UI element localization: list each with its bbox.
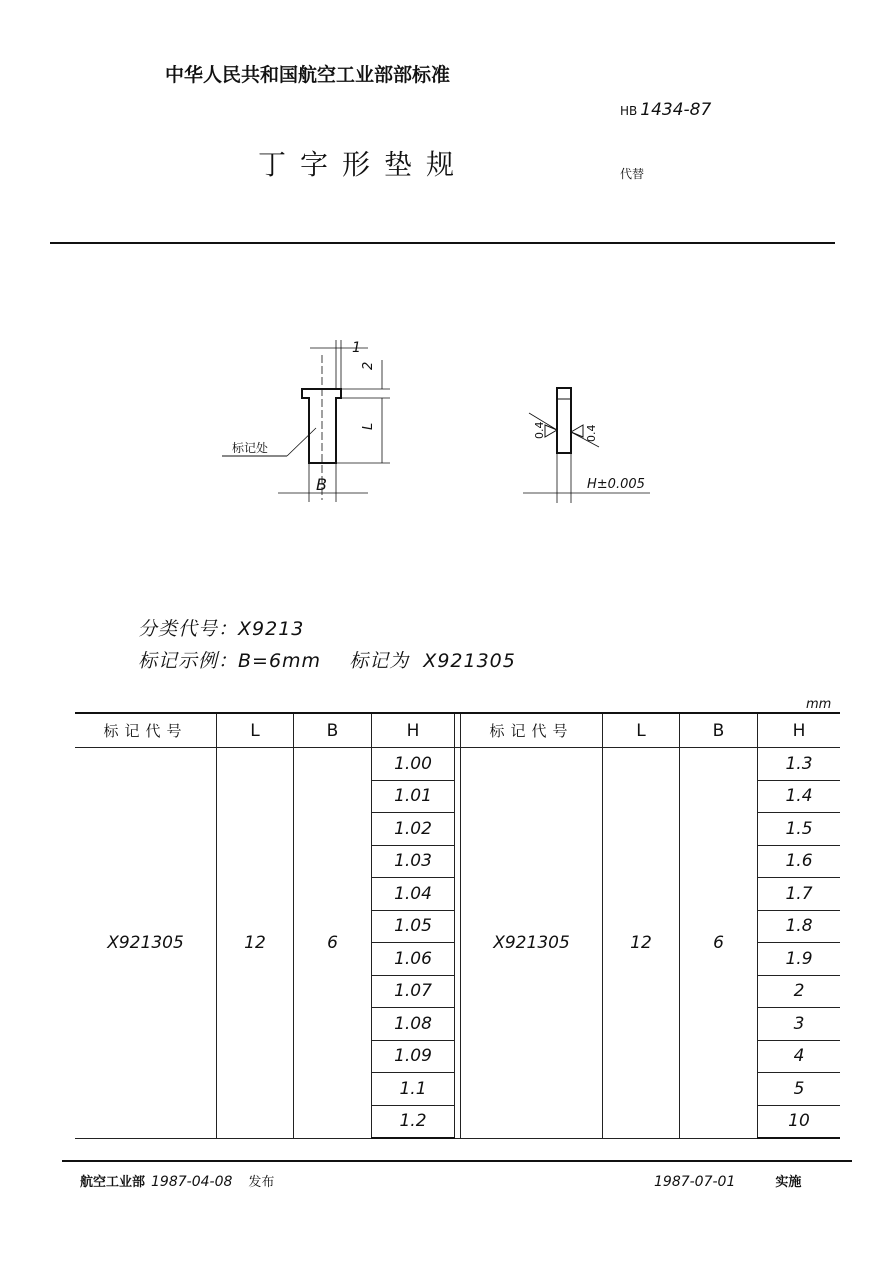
footer-divider (62, 1160, 852, 1162)
left-h: 1.05 (372, 910, 455, 943)
issuer: 航空工业部 (80, 1175, 146, 1190)
organization-title: 中华人民共和国航空工业部部标准 (165, 64, 451, 86)
left-h: 1.1 (372, 1073, 455, 1106)
standard-code (620, 100, 711, 120)
right-h: 1.9 (758, 943, 841, 976)
classification-code: 分类代号：X9213 (138, 618, 305, 640)
issue-label: 发布 (248, 1175, 275, 1190)
left-h: 1.07 (372, 975, 455, 1008)
header-code-right: 标记代号 (461, 713, 603, 748)
right-b: 6 (680, 748, 758, 1139)
left-h: 1.00 (372, 748, 455, 781)
left-h: 1.06 (372, 943, 455, 976)
marking-example: 标记示例：B=6mm 标记为 X921305 (138, 650, 516, 672)
effective-label: 实施 (775, 1175, 802, 1190)
issue-info (80, 1171, 274, 1190)
unit-label: mm (806, 697, 832, 712)
right-code: X921305 (461, 748, 603, 1139)
dim-width: B (316, 475, 327, 494)
header-h-right: H (758, 713, 841, 748)
marking-label: 标记处 (232, 441, 269, 455)
document-title: 丁字形垫规 (258, 148, 469, 181)
roughness-left: 0.4 (533, 421, 546, 439)
dim-length: L (361, 422, 376, 430)
dim-top-offset: 1 (352, 340, 361, 356)
side-view-drawing (515, 375, 675, 505)
replaces-label: 代替 (620, 167, 645, 181)
effective-date: 1987-07-01 (654, 1174, 736, 1190)
header-l-right: L (603, 713, 680, 748)
roughness-right: 0.4 (585, 424, 598, 442)
header-l: L (217, 713, 294, 748)
right-h: 2 (758, 975, 841, 1008)
front-view-drawing (210, 330, 410, 510)
right-h: 1.3 (758, 748, 841, 781)
right-h: 3 (758, 1008, 841, 1041)
effective-info (648, 1171, 801, 1190)
dim-thickness: H±0.005 (587, 477, 645, 492)
left-h: 1.01 (372, 780, 455, 813)
right-l: 12 (603, 748, 680, 1139)
header-divider (50, 242, 835, 244)
left-h: 1.2 (372, 1105, 455, 1138)
table-row (75, 748, 840, 781)
right-h: 1.6 (758, 845, 841, 878)
left-b: 6 (294, 748, 372, 1139)
left-l: 12 (217, 748, 294, 1139)
left-h: 1.08 (372, 1008, 455, 1041)
standard-number: 1434-87 (640, 100, 712, 120)
left-h: 1.04 (372, 878, 455, 911)
left-h: 1.03 (372, 845, 455, 878)
dim-head-height: 2 (361, 361, 376, 370)
header-b-right: B (680, 713, 758, 748)
right-h: 1.7 (758, 878, 841, 911)
spec-table (75, 712, 840, 1139)
standard-prefix: HB (620, 104, 638, 118)
right-h: 5 (758, 1073, 841, 1106)
header-h: H (372, 713, 455, 748)
right-h: 1.4 (758, 780, 841, 813)
header-code: 标记代号 (75, 713, 217, 748)
left-code: X921305 (75, 748, 217, 1139)
right-h: 10 (758, 1105, 841, 1138)
right-h: 1.8 (758, 910, 841, 943)
issue-date: 1987-04-08 (151, 1174, 233, 1190)
right-h: 4 (758, 1040, 841, 1073)
header-b: B (294, 713, 372, 748)
left-h: 1.02 (372, 813, 455, 846)
left-h: 1.09 (372, 1040, 455, 1073)
table-header-row (75, 713, 840, 748)
right-h: 1.5 (758, 813, 841, 846)
